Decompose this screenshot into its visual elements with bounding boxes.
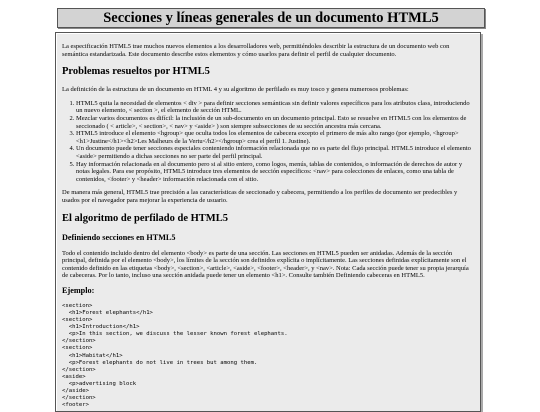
code-line: <p>Forest elephants do not live in trees but among them.	[68, 359, 258, 366]
intro-paragraph: La especificación HTML5 trae muchos nuevos elementos a los desarrolladores web, permitiéndoles describir la estructura de un documento web con semántica estandarizada. Este documento describe estos elementos y cómo usarlos para definir el perfil de cualquier documento.	[62, 43, 450, 58]
page-header	[57, 8, 485, 28]
code-line: <p>advertising block	[68, 380, 137, 387]
page-title: Secciones y líneas generales de un documento HTML5	[103, 10, 439, 26]
problems-intro-paragraph: La definición de la estructura de un documento en HTML 4 y su algoritmo de perfilado es muy tosco y genera numerosos problemas:	[62, 86, 409, 94]
code-line: </section>	[62, 338, 96, 345]
code-line: </aside>	[62, 388, 89, 394]
code-line: <h1>Introduction</h1>	[68, 324, 140, 331]
list-item: 1. HTML5 quita la necesidad de elementos < div > para definir secciones semánticas sin definir valores específicos para los atributos class, introduciendo un nuevo elemento, < section >, el elemento de sección HTML.	[76, 100, 474, 115]
section-heading-algorithm: El algoritmo de perfilado de HTML5	[62, 212, 228, 224]
code-line: <section>	[62, 302, 93, 309]
code-line: <section>	[62, 345, 93, 352]
subheading-defining-sections: Definiendo secciones en HTML5	[62, 232, 176, 242]
problems-list	[62, 100, 474, 184]
code-line: <section>	[62, 317, 93, 324]
list-item: 5. Hay información relacionada en al documento pero si al sitio entero, como logos, menús, tablas de contenidos, o información de derechos de autor y notas legales. Para ese propósito, HTML5 introduce tres elementos de sección específicos: <nav> para colecciones de enlaces, como una tabla de contenidos, <footer> y <header> información relacionada con el sitio.	[76, 161, 474, 184]
list-item: 2. Mezclar varios documentos es difícil: la inclusión de un sub-documento en un documento principal. Esto se resuelve en HTML5 con los elementos de seccionado ( < article>, < section>, < nav> y <aside> ) son siempre subsecciones de su sección ancestra más cercana.	[76, 115, 474, 130]
code-line: <footer>	[62, 402, 89, 409]
problems-summary-paragraph: De manera más general, HTML5 trae precisión a las características de seccionado y cabecera, permitiendo a los perfiles de documento ser predecibles y usados por el navegador para mejorar la experiencia de usuario.	[62, 189, 458, 204]
main-content	[55, 32, 481, 412]
code-line: <p>In this section, we discuss the lesser known forest elephants.	[68, 331, 288, 338]
list-item: 4. Un documento puede tener secciones especiales conteniendo información relacionada que no es parte del flujo principal. HTML5 introduce el elemento <aside> permitiendo a dichas secciones no ser parte del perfil principal.	[76, 145, 474, 160]
section-heading-problems: Problemas resueltos por HTML5	[62, 66, 210, 78]
code-line: </section>	[62, 366, 96, 373]
list-item: 3. HTML5 introduce el elemento <hgroup> que oculta todos los elementos de cabecera excepto el primero de más alto rango (por ejemplo, <hgroup><h1>Justine</h1><h2>Les Malheurs de la Vertu</h2></hgroup> crea el perfil 1. Justine).	[76, 130, 474, 145]
code-line: <aside>	[62, 373, 86, 380]
code-line: </section>	[62, 395, 96, 402]
example-heading: Ejemplo:	[62, 285, 95, 295]
code-line: <h1>Habitat</h1>	[68, 352, 123, 359]
sections-paragraph: Todo el contenido incluido dentro del elemento <body> es parte de una sección. Las secciones en HTML5 pueden ser anidadas. Además de la sección principal, definida por el elemento <body>, los límites de la sección son definidos explícita o implícitamente. Las secciones definidas explícitamente son el contenido definido en las etiquetas <body>, <section>, <article>, <aside>, <footer>, <header>, y <nav>. Nota: Cada sección puede tener su propia jerarquía de cabeceras. Por lo tanto, incluso una sección anidada puede tener un elemento <h1>. Consulte también Definiendo cabeceras en HTML5.	[62, 249, 469, 280]
code-example	[62, 303, 474, 409]
code-line: <h1>Forest elephants</h1>	[68, 309, 153, 316]
